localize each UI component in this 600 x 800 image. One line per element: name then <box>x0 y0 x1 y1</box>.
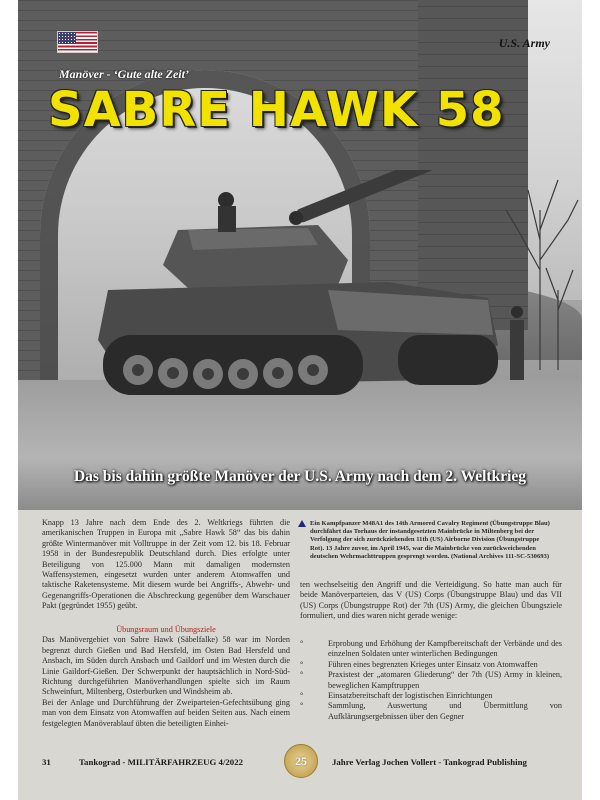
article-title: SABRE HAWK 58 <box>48 82 505 138</box>
bullet-icon: ° <box>300 639 304 648</box>
section-left <box>42 625 290 729</box>
series-kicker: Manöver - ‘Gute alte Zeit’ <box>59 67 189 81</box>
list-item: ° Erprobung und Erhöhung der Kampfbereitschaft der Verbände und des einzelnen Soldaten unter winterlichen Bedingungen <box>300 639 562 659</box>
goals-list <box>300 639 562 722</box>
section-paragraph-2: Bei der Anlage und Durchführung der Zweiparteien-Gefechtsübung ging man von dem Einsatz von Atomwaffen auf beiden Seiten aus. Nach einem festgelegten Manöverablauf übten die beteiligten Einhei- <box>42 697 290 728</box>
list-item: ° Einsatzbereitschaft der logistischen Einrichtungen <box>300 691 493 701</box>
list-item: ° Praxistest der „atomaren Gliederung“ der 7th (US) Army in kleinen, beweglichen Kampftruppen <box>300 670 562 690</box>
us-flag-icon <box>57 31 98 53</box>
page-number: 31 <box>42 757 51 767</box>
bullet-icon: ° <box>300 670 304 680</box>
list-item: ° Sammlung, Auswertung und Übermittlung von Aufklärungsergebnissen über den Gegner <box>300 701 562 721</box>
triangle-up-icon <box>298 520 306 527</box>
tank-image <box>68 170 528 410</box>
anniversary-badge-icon: 25 <box>284 744 318 778</box>
photo-caption: Ein Kampfpanzer M48A1 des 14th Armored Cavalry Regiment (Übungstruppe Blau) durchfährt das Torhaus der instandgesetzten Mainbrücke in Miltenberg bei der Verfolgung der sich zurückziehenden 11th (US) Airborne Division (Übungstruppe Rot). 13 Jahre zuvor, im April 1945, war die Mainbrücke von zurückweichenden deutschen Wehrmachttruppen gesprengt worden. (National Archives 111-SC-530693) <box>310 520 550 560</box>
intro-paragraph: Knapp 13 Jahre nach dem Ende des 2. Weltkriegs führten die amerikanischen Truppen in Europa mit „Sabre Hawk 58“ das bis dahin größte Wintermanöver mit Volltruppe in der Zeit vom 12. bis 18. Februar 1958 in der Bundesrepublik Deutschland durch. Dies erfolgte unter Beteiligung von 125.000 Mann mit damaligen modernsten Waffensystemen, eingesetzt wurden unter anderem Atomwaffen und taktische Raketensysteme. Mit diesem wurde bei Angriffs-, Abwehr- und Gegenangriffs-Operationen die Abschreckung gegenüber dem Warschauer Pakt (gegründet 1955) geübt. <box>42 518 290 611</box>
goals-intro-paragraph: ten wechselseitig den Angriff und die Verteidigung. So hatte man auch für beide Manöverparteien, das V (US) Corps (Übungstruppe Blau) und das VII (US) Corps (Übungstruppe Rot) der 7th (US) Army, die gleichen Übungsziele formuliert, und dies waren nicht gerade wenige: <box>300 580 562 621</box>
list-item: ° Führen eines begrenzten Krieges unter Einsatz von Atomwaffen <box>300 659 538 669</box>
section-heading: Übungsraum und Übungsziele <box>116 625 216 634</box>
goals-list-column <box>300 639 562 722</box>
publisher-line: Jahre Verlag Jochen Vollert - Tankograd Publishing <box>332 757 527 767</box>
brand-label: U.S. Army <box>498 36 550 50</box>
bullet-icon: ° <box>300 691 304 701</box>
section-paragraph-1: Das Manövergebiet von Sabre Hawk (Säbelfalke) 58 war im Norden begrenzt durch Gießen und Bad Hersfeld, im Osten Bad Hersfeld und Ansbach, im Süden durch Ansbach und Gaildorf und im Westen durch die Linie Gaildorf-Gießen. Der Schwerpunkt der hauptsächlich in Nord-Süd-Richtung durchgeführten Manöverhandlungen spielte sich im Raum Schweinfurt, Miltenberg, Osterburken und Windsheim ab. <box>42 635 290 697</box>
bullet-icon: ° <box>300 659 304 669</box>
bullet-icon: ° <box>300 701 304 711</box>
magazine-issue: Tankograd - MILITÄRFAHRZEUG 4/2022 <box>79 757 243 767</box>
article-subtitle: Das bis dahin größte Manöver der U.S. Army nach dem 2. Weltkrieg <box>73 468 527 485</box>
